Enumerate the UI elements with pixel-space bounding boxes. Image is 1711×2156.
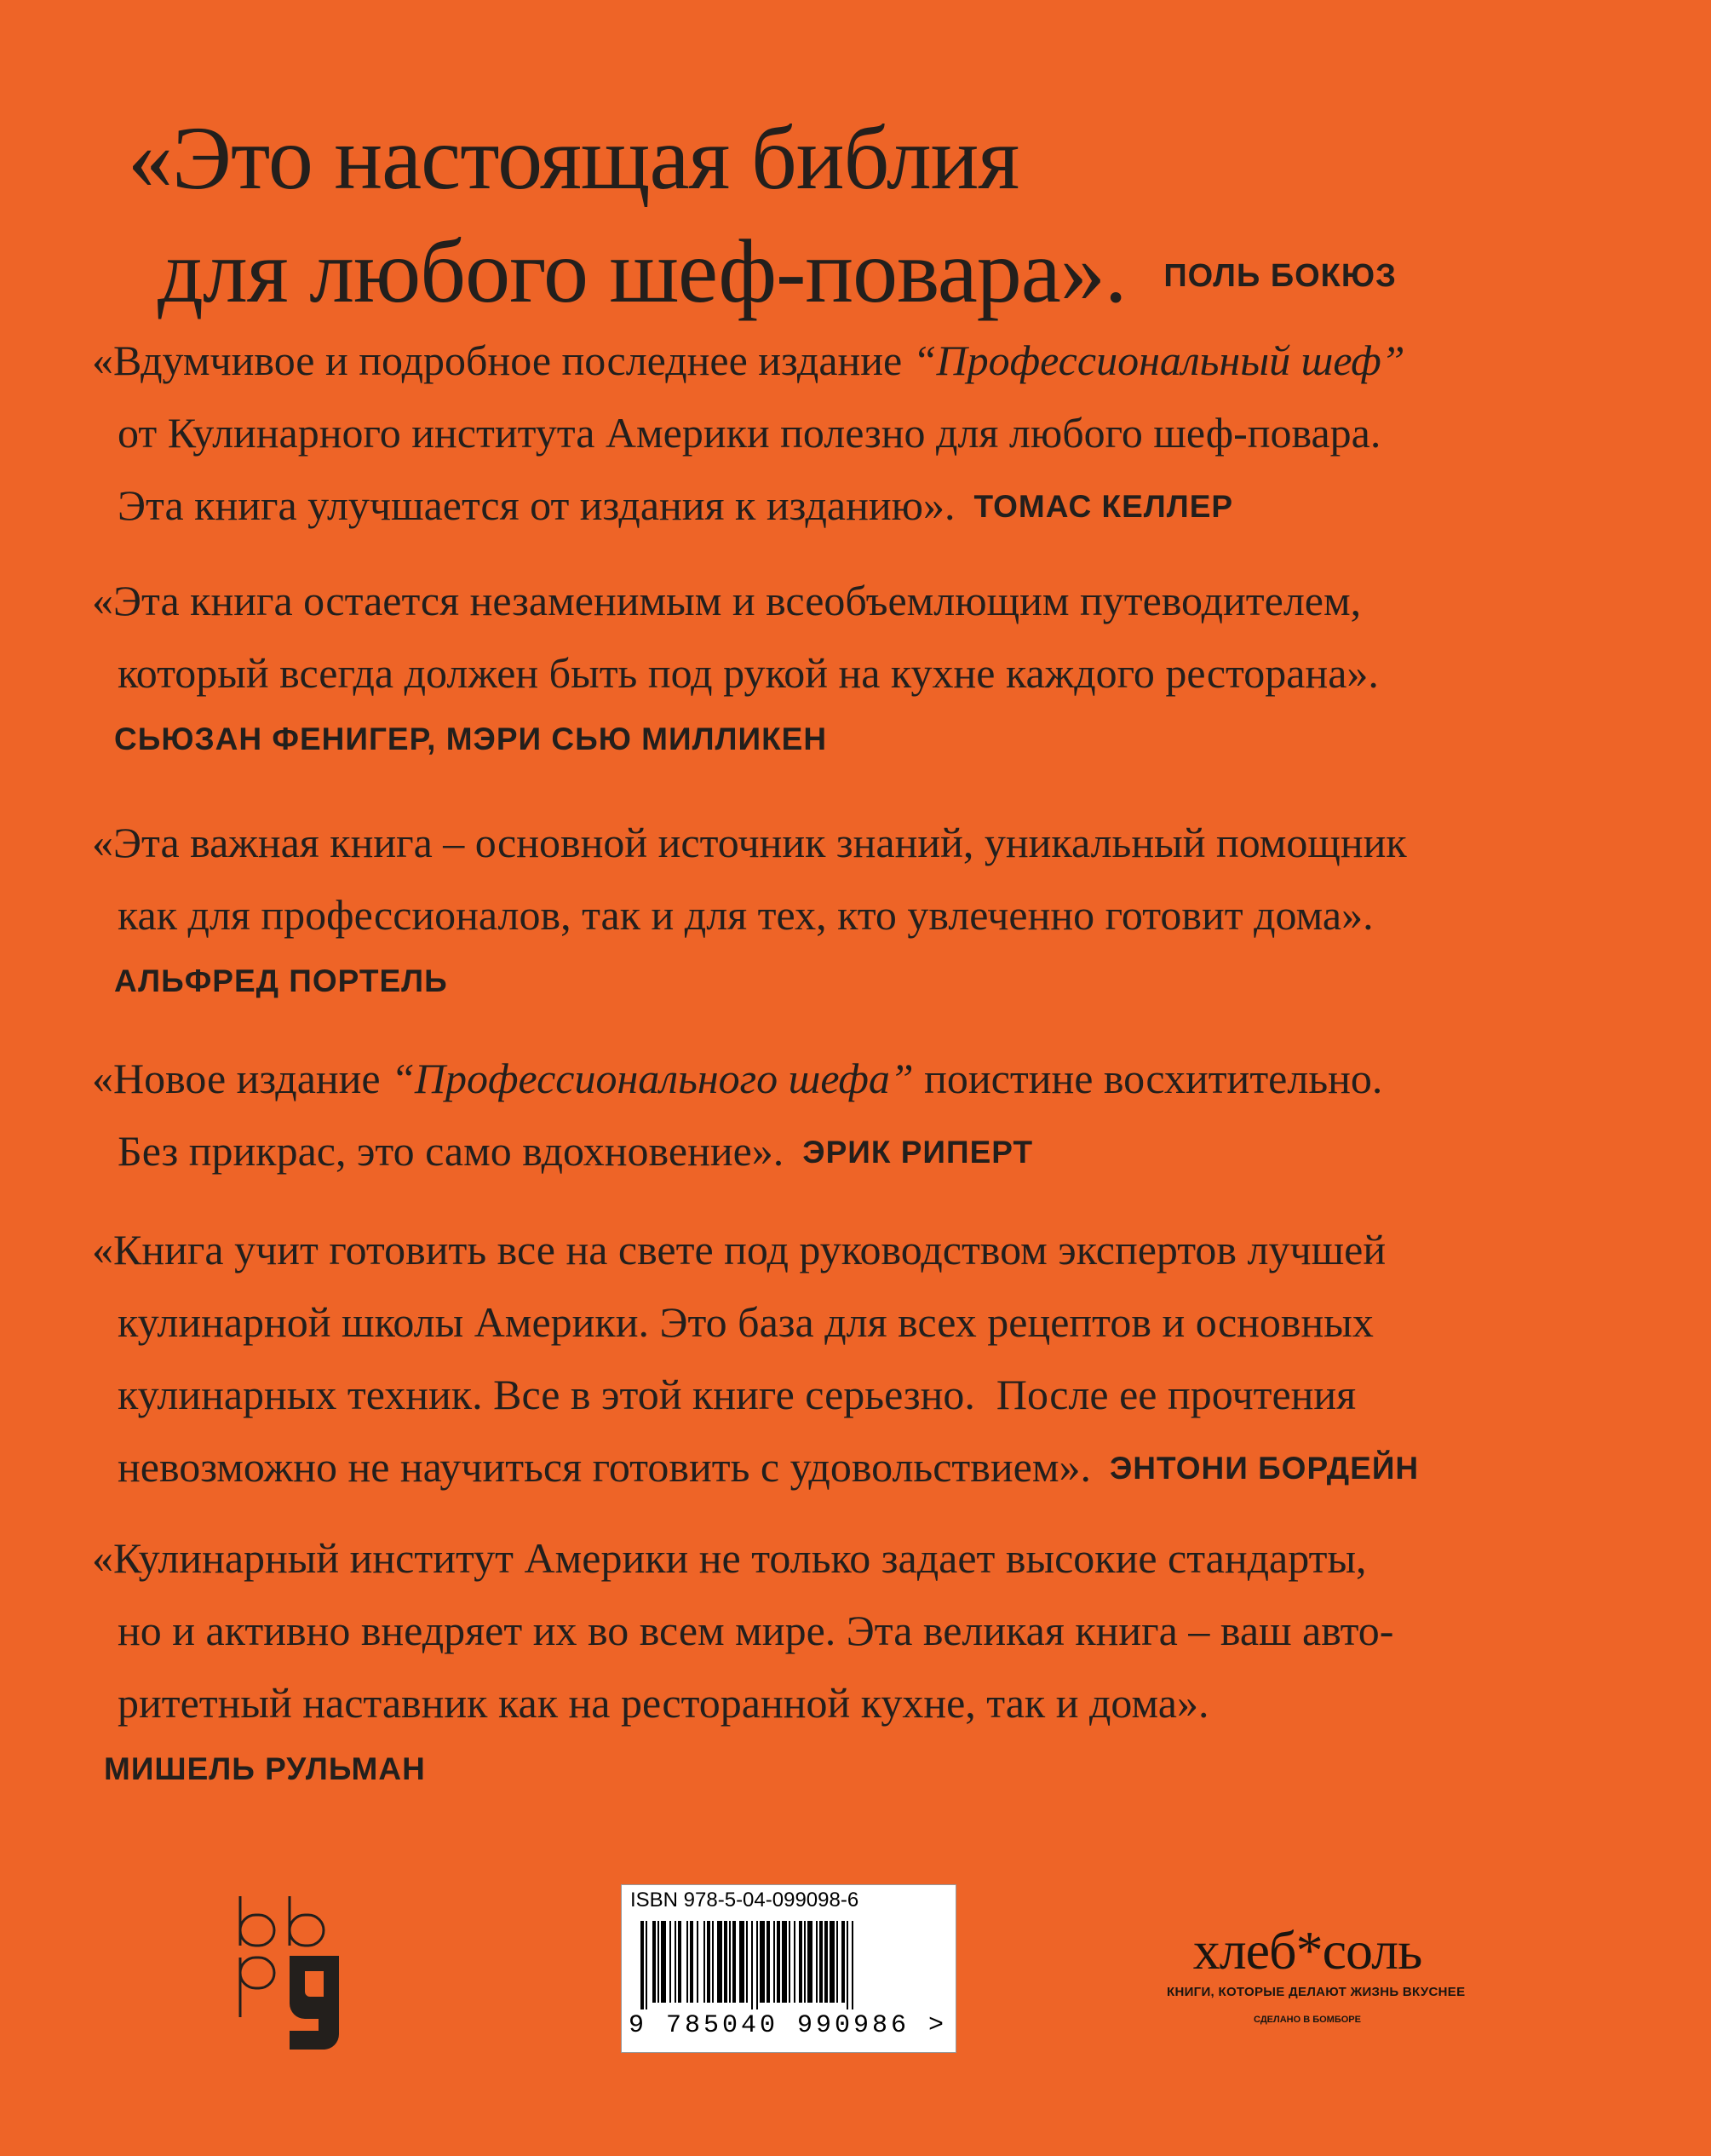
- quote-line: [92, 469, 1616, 543]
- barcode-bars: [640, 1921, 939, 2009]
- barcode-bar: [830, 1921, 835, 2003]
- barcode-bar: [804, 1921, 806, 2003]
- hero-author: ПОЛЬ БОКЮЗ: [1163, 257, 1397, 294]
- barcode-bar: [657, 1921, 659, 2003]
- quote-line: «Эта важная книга – основной источник знаний, уникальный помощник: [92, 819, 1407, 866]
- barcode-bar: [746, 1921, 748, 2003]
- quote-text: Без прикрас, это само вдохновение».: [118, 1127, 784, 1175]
- barcode-bar: [703, 1921, 705, 2003]
- barcode-bar: [777, 1921, 780, 2003]
- quote-line: «Кулинарный институт Америки не только задает высокие стандарты,: [92, 1534, 1367, 1582]
- barcode-bar: [751, 1921, 753, 2009]
- barcode-bar: [652, 1921, 656, 2003]
- quote-author: СЬЮЗАН ФЕНИГЕР, МЭРИ СЬЮ МИЛЛИКЕН: [114, 722, 828, 756]
- quote-line: кулинарных техник. Все в этой книге серьезно. После ее прочтения: [118, 1371, 1357, 1418]
- quote-line: «Книга учит готовить все на свете под руководством экспертов лучшей: [92, 1226, 1387, 1273]
- quote-line: ритетный наставник как на ресторанной кухне, так и дома».: [118, 1679, 1209, 1727]
- barcode-bar: [824, 1921, 828, 2003]
- quote-line: от Кулинарного института Америки полезно для любого шеф-повара.: [118, 409, 1381, 457]
- quote-line: который всегда должен быть под рукой на кухне каждого ресторана».: [118, 649, 1379, 697]
- quote-portel: [92, 807, 1616, 1011]
- barcode-bar: [717, 1921, 722, 2003]
- quote-text: «Вдумчивое и подробное последнее издание: [92, 336, 913, 384]
- barcode-bar: [739, 1921, 744, 2003]
- quote-keller: [92, 325, 1616, 543]
- barcode-bar: [847, 1921, 848, 2009]
- quote-text: Эта книга улучшается от издания к изданию».: [118, 481, 956, 529]
- quote-author: ЭРИК РИПЕРТ: [802, 1135, 1034, 1170]
- barcode-bar: [729, 1921, 731, 2003]
- barcode-bar: [640, 1921, 644, 2009]
- barcode-bar: [669, 1921, 671, 2003]
- quote-bourdain: [92, 1214, 1616, 1504]
- quote-line: [92, 1115, 1616, 1188]
- quote-line: [92, 1043, 1616, 1115]
- barcode-bar: [661, 1921, 666, 2003]
- barcode-bar: [697, 1921, 698, 2003]
- barcode-bar: [782, 1921, 787, 2003]
- barcode-bar: [646, 1921, 647, 2009]
- barcode-bar: [852, 1921, 853, 2009]
- quote-line: но и активно внедряет их во всем мире. Эта великая книга – ваш авто-: [118, 1607, 1394, 1654]
- barcode-bar: [841, 1921, 845, 2003]
- barcode-bar: [732, 1921, 736, 2003]
- publisher-imprint: СДЕЛАНО В БОМБОРЕ: [1254, 2015, 1361, 2025]
- barcode-bar: [760, 1921, 765, 2003]
- isbn-number: ISBN 978-5-04-099098-6: [630, 1889, 859, 1912]
- barcode-bar: [712, 1921, 714, 2003]
- quote-ripert: [92, 1043, 1616, 1188]
- ean-digits: 9 785040 990986 >: [629, 2011, 948, 2040]
- bbpg-logo-mark: [228, 1889, 399, 2060]
- quote-line: [92, 1431, 1616, 1504]
- quote-line: «Эта книга остается незаменимым и всеобъемлющим путеводителем,: [92, 577, 1362, 624]
- quote-text: «Новое издание: [92, 1055, 392, 1102]
- quote-author: МИШЕЛЬ РУЛЬМАН: [104, 1751, 426, 1786]
- barcode-bar: [707, 1921, 710, 2003]
- hero-line-1: «Это настоящая библия: [128, 108, 1019, 208]
- barcode-bar: [799, 1921, 802, 2003]
- barcode-bar: [756, 1921, 758, 2009]
- quote-line: [92, 325, 1616, 397]
- quote-ruhlman: [92, 1522, 1616, 1799]
- quote-text: невозможно не научиться готовить с удовольствием».: [118, 1443, 1091, 1491]
- quote-feniger: [92, 565, 1616, 769]
- publisher-name: хлеб*соль: [1192, 1920, 1422, 1981]
- barcode-bar: [836, 1921, 838, 2003]
- quote-author: АЛЬФРЕД ПОРТЕЛЬ: [114, 963, 448, 998]
- barcode-bar: [767, 1921, 770, 2003]
- barcode-bar: [686, 1921, 688, 2003]
- barcode-bar: [675, 1921, 676, 2003]
- barcode-bar: [690, 1921, 693, 2003]
- quote-author: ТОМАС КЕЛЛЕР: [973, 489, 1234, 524]
- barcode-bar: [724, 1921, 727, 2003]
- quote-text: поистине восхитительно.: [913, 1055, 1383, 1102]
- barcode-bar: [816, 1921, 818, 2003]
- barcode-bar: [773, 1921, 775, 2003]
- quote-line: как для профессионалов, так и для тех, кто увлеченно готовит дома».: [118, 891, 1374, 939]
- hero-line-2: [128, 216, 1397, 329]
- isbn-barcode: [621, 1884, 956, 2053]
- publisher-tagline: КНИГИ, КОТОРЫЕ ДЕЛАЮТ ЖИЗНЬ ВКУСНЕЕ: [1167, 1985, 1466, 1999]
- publisher-logo: [1167, 1920, 1466, 2025]
- barcode-bar: [819, 1921, 823, 2003]
- barcode-bar: [678, 1921, 681, 2003]
- quote-line: кулинарной школы Америки. Это база для всех рецептов и основных: [118, 1298, 1374, 1346]
- hero-quote: [128, 102, 1397, 328]
- book-title: “Профессиональный шеф”: [912, 336, 1405, 384]
- barcode-bar: [794, 1921, 795, 2003]
- quote-author: ЭНТОНИ БОРДЕЙН: [1109, 1451, 1420, 1486]
- bbpg-logo: [228, 1889, 399, 2060]
- barcode-bar: [807, 1921, 812, 2003]
- book-title: “Профессионального шефа”: [391, 1055, 914, 1102]
- barcode-bar: [789, 1921, 790, 2003]
- hero-line-2-text: для любого шеф-повара».: [158, 221, 1127, 321]
